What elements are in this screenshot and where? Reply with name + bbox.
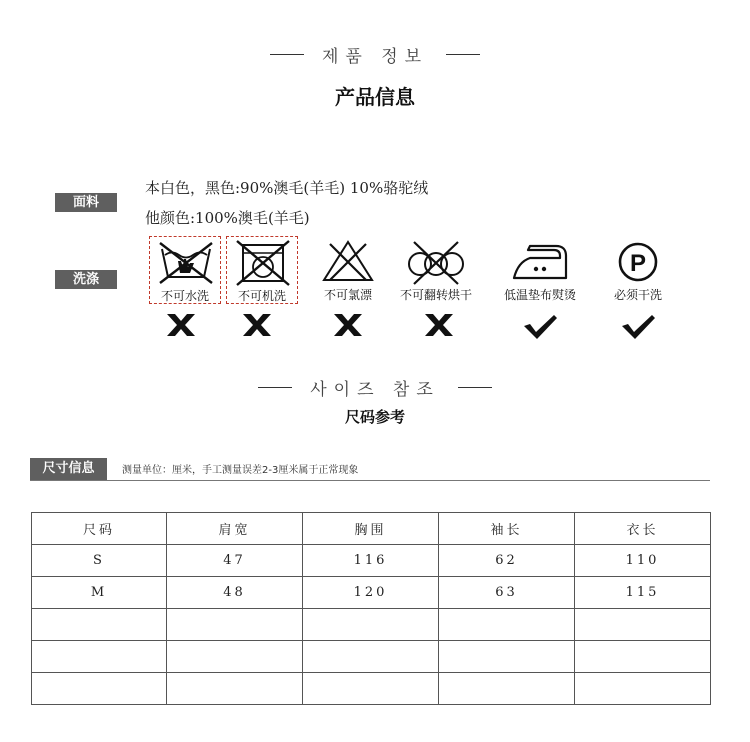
dry-clean-p-icon [602, 236, 674, 288]
size-reference-korean-title: 사이즈 참조 [310, 380, 440, 400]
table-cell: 47 [167, 545, 303, 577]
care-label: 必须干洗 [613, 288, 662, 302]
care-item-iron-low [504, 236, 576, 304]
table-cell [167, 673, 303, 705]
table-cell: M [32, 577, 167, 609]
table-cell [575, 609, 711, 641]
table-cell [167, 609, 303, 641]
size-info-bar [30, 458, 710, 481]
size-table [31, 512, 711, 705]
table-cell [439, 641, 575, 673]
care-item-no-bleach [312, 236, 384, 304]
left-dash [270, 54, 304, 55]
table-row [32, 641, 711, 673]
left-dash [258, 387, 292, 388]
care-item-no-hand-wash [149, 236, 221, 304]
cross-mark-icon [423, 312, 455, 338]
table-row [32, 609, 711, 641]
cross-mark-icon [165, 312, 197, 338]
washing-label: 洗涤 [55, 270, 117, 289]
table-cell [439, 609, 575, 641]
table-cell [32, 641, 167, 673]
header-length: 衣长 [575, 513, 711, 545]
table-cell: 48 [167, 577, 303, 609]
cross-mark-icon [241, 312, 273, 338]
no-bleach-icon [312, 236, 384, 288]
no-machine-wash-icon [227, 237, 299, 289]
header-shoulder: 肩宽 [167, 513, 303, 545]
no-hand-wash-icon [150, 237, 222, 289]
care-label: 不可机洗 [237, 289, 286, 303]
table-cell: 110 [575, 545, 711, 577]
care-item-no-machine-wash [226, 236, 298, 304]
svg-text:P: P [629, 250, 647, 277]
care-label: 不可水洗 [160, 289, 209, 303]
table-cell: 62 [439, 545, 575, 577]
table-cell: 120 [303, 577, 439, 609]
table-cell [32, 609, 167, 641]
product-info-header [0, 42, 750, 110]
right-dash [458, 387, 492, 388]
check-mark-icon [620, 312, 656, 340]
table-cell [439, 673, 575, 705]
table-row [32, 577, 711, 609]
cross-mark-icon [332, 312, 364, 338]
table-header-row [32, 513, 711, 545]
table-cell: 116 [303, 545, 439, 577]
header-size: 尺码 [32, 513, 167, 545]
header-sleeve: 袖长 [439, 513, 575, 545]
care-label: 不可翻转烘干 [399, 288, 472, 302]
fabric-label: 面料 [55, 193, 117, 212]
care-item-no-tumble-dry [400, 236, 472, 304]
table-row [32, 545, 711, 577]
product-info-title: 产品信息 [335, 85, 415, 109]
table-cell [575, 673, 711, 705]
table-row [32, 673, 711, 705]
table-cell [575, 641, 711, 673]
check-mark-icon [522, 312, 558, 340]
table-cell [167, 641, 303, 673]
fabric-line-2: 他颜色:100%澳毛(羊毛) [145, 209, 310, 227]
table-cell [303, 673, 439, 705]
fabric-line-1: 本白色，黑色:90%澳毛(羊毛) 10%骆驼绒 [145, 179, 429, 197]
table-cell: 115 [575, 577, 711, 609]
care-item-dry-clean [602, 236, 674, 304]
size-reference-title: 尺码参考 [344, 408, 405, 426]
no-tumble-dry-icon [400, 236, 472, 288]
size-reference-header [0, 375, 750, 427]
right-dash [446, 54, 480, 55]
table-cell [303, 609, 439, 641]
size-info-note: 测量单位：厘米，手工测量误差2-3厘米属于正常现象 [122, 465, 359, 476]
iron-low-icon [504, 236, 576, 288]
table-cell: 63 [439, 577, 575, 609]
size-info-label: 尺寸信息 [30, 458, 107, 480]
table-cell: S [32, 545, 167, 577]
table-cell [303, 641, 439, 673]
header-chest: 胸围 [303, 513, 439, 545]
table-cell [32, 673, 167, 705]
care-label: 不可氯漂 [323, 288, 372, 302]
product-info-korean-title: 제품 정보 [321, 47, 429, 67]
care-label: 低温垫布熨烫 [503, 288, 576, 302]
